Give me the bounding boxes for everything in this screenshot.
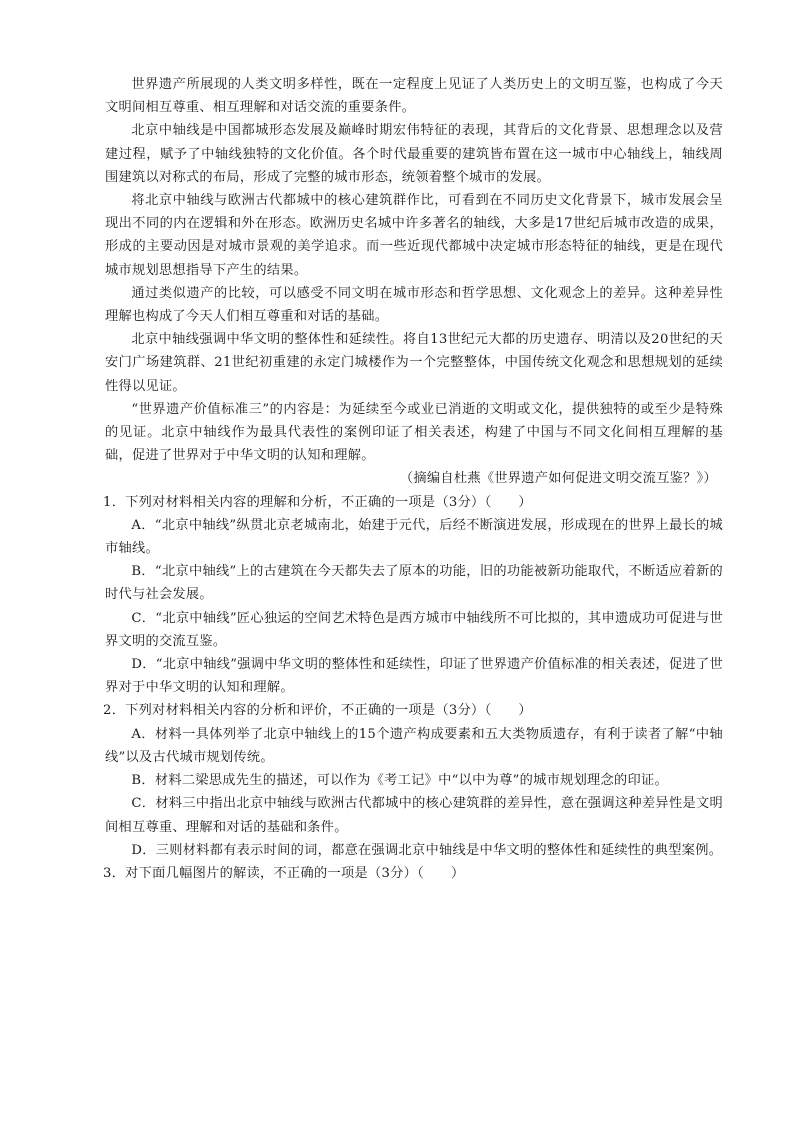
source-citation: （摘编自杜燕《世界遗产如何促进文明交流互鉴？》） bbox=[399, 471, 717, 487]
question-1-option-b: B．“北京中轴线”上的古建筑在今天都失去了原本的功能，旧的功能被新功能取代，不断适应着新的时代与社会发展。 bbox=[105, 564, 723, 603]
passage-paragraph-3: 将北京中轴线与欧洲古代都城中的核心建筑群作比，可看到在不同历史文化背景下，城市发展会呈现出不同的内在逻辑和外在形态。欧洲历史名城中许多著名的轴线，大多是17世纪后城市改造的成果，形成的主要动因是对城市景观的美学追求。而一些近现代都城中决定城市形态特征的轴线，更是在现代城市规划思想指导下产生的结果。 bbox=[105, 193, 723, 278]
question-1-option-a: A．“北京中轴线”纵贯北京老城南北，始建于元代，后经不断演进发展，形成现在的世界上最长的城市轴线。 bbox=[105, 517, 723, 557]
passage-paragraph-2: 北京中轴线是中国都城形态发展及巅峰时期宏伟特征的表现，其背后的文化背景、思想理念以及营建过程，赋予了中轴线独特的文化价值。各个时代最重要的建筑皆布置在这一城市中心轴线上，轴线周围建筑以对称式的布局，形成了完整的城市形态，统领着整个城市的发展。 bbox=[105, 123, 723, 185]
question-1-option-d: D．“北京中轴线”强调中华文明的整体性和延续性，印证了世界遗产价值标准的相关表述，促进了世界对于中华文明的认知和理解。 bbox=[105, 657, 723, 696]
question-2-option-b: B．材料二梁思成先生的描述，可以作为《考工记》中“以中为尊”的城市规划理念的印证。 bbox=[131, 773, 668, 789]
question-2-option-c: C．材料三中指出北京中轴线与欧洲古代都城中的核心建筑群的差异性，意在强调这种差异性是文明间相互尊重、理解和对话的基础和条件。 bbox=[105, 796, 723, 835]
question-2-option-a: A．材料一具体列举了北京中轴线上的15个遗产构成要素和五大类物质遗存，有利于读者了解“中轴线”以及古代城市规划传统。 bbox=[105, 726, 723, 765]
passage-paragraph-1: 世界遗产所展现的人类文明多样性，既在一定程度上见证了人类历史上的文明互鉴，也构成了今天文明间相互尊重、相互理解和对话交流的重要条件。 bbox=[105, 77, 723, 116]
question-2-option-d: D．三则材料都有表示时间的词，都意在强调北京中轴线是中华文明的整体性和延续性的典型案例。 bbox=[131, 842, 723, 858]
question-1-option-c: C．“北京中轴线”匠心独运的空间艺术特色是西方城市中轴线所不可比拟的，其申遗成功可促进与世界文明的交流互鉴。 bbox=[105, 610, 723, 649]
question-3-stem: 3．对下面几幅图片的解读，不正确的一项是（3分）（ ） bbox=[103, 865, 465, 881]
question-1-stem: 1．下列对材料相关内容的理解和分析，不正确的一项是（3分）（ ） bbox=[103, 494, 532, 510]
question-2-stem: 2．下列对材料相关内容的分析和评价，不正确的一项是（3分）（ ） bbox=[103, 703, 532, 719]
passage-paragraph-4: 通过类似遗产的比较，可以感受不同文明在城市形态和哲学思想、文化观念上的差异。这种差异性理解也构成了今天人们相互尊重和对话的基础。 bbox=[105, 285, 723, 325]
passage-paragraph-6: “世界遗产价值标准三”的内容是：为延续至今或业已消逝的文明或文化，提供独特的或至少是特殊的见证。北京中轴线作为最具代表性的案例印证了相关表述，构建了中国与不同文化间相互理解的基础，促进了世界对于中华文明的认知和理解。 bbox=[105, 401, 723, 464]
passage-paragraph-5: 北京中轴线强调中华文明的整体性和延续性。将自13世纪元大都的历史遗存、明清以及20世纪的天安门广场建筑群、21世纪初重建的永定门城楼作为一个完整整体，中国传统文化观念和思想规划的延续性得以见证。 bbox=[105, 332, 723, 394]
exam-page bbox=[105, 73, 723, 885]
